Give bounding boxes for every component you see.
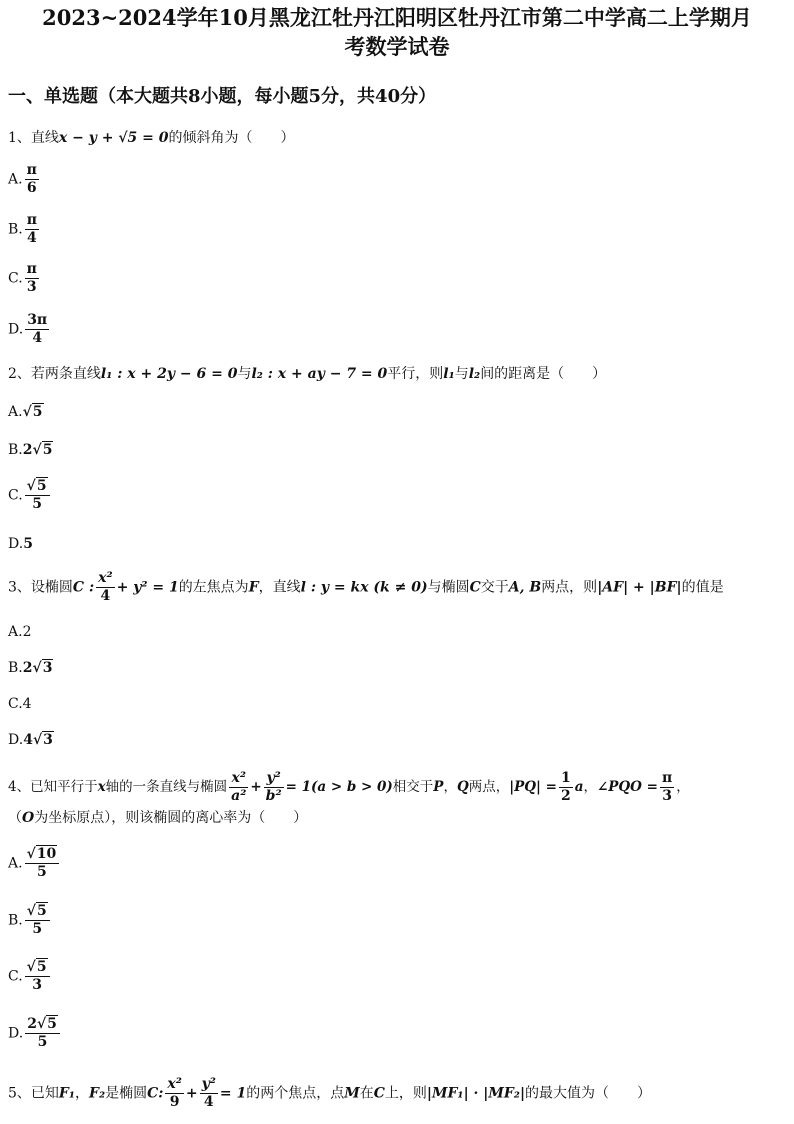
math-expression: = 1(a > b > 0) [285, 779, 393, 795]
fraction [264, 770, 284, 805]
question-text: 两点， [468, 779, 510, 795]
denominator: 4 [27, 230, 37, 246]
option-label: A. [8, 404, 23, 420]
question-text: 的左焦点为 [178, 579, 249, 596]
question-text: 在 [359, 1085, 374, 1102]
exam-title-line1: 2023~2024学年10月黑龙江牡丹江阳明区牡丹江市第二中学高二上学期月 [42, 5, 752, 30]
math-expression: l₁ : x + 2y − 6 = 0 [100, 366, 238, 382]
q1-option-c [8, 261, 41, 296]
math-expression: F₁ [58, 1085, 75, 1102]
numerator: π [26, 212, 37, 228]
math-expression: + [185, 1085, 198, 1102]
fraction [96, 570, 114, 605]
q3-option-b [8, 658, 53, 678]
q1-option-a [8, 162, 41, 197]
question-text: 已知平行于 [30, 779, 98, 795]
sqrt: √3 [32, 660, 53, 676]
denominator: 3 [662, 788, 672, 804]
numerator: x² [98, 570, 113, 586]
numerator [25, 959, 50, 977]
option-value: 5 [23, 536, 33, 552]
denominator: 9 [169, 1094, 180, 1110]
math-expression: C [373, 1085, 385, 1102]
question-text: 平行，则 [387, 366, 444, 382]
question-3 [8, 570, 724, 605]
option-label: C. [8, 487, 23, 504]
question-5 [8, 1076, 651, 1111]
numerator: x² [229, 770, 248, 788]
question-text: 直线 [30, 130, 59, 146]
denominator: 3 [26, 279, 37, 295]
question-4-line2 [8, 808, 307, 828]
question-text: ， [75, 1085, 89, 1102]
radicand: 5 [36, 959, 47, 975]
option-label: A. [8, 171, 23, 188]
radicand: 10 [36, 846, 57, 862]
fraction [229, 770, 248, 805]
radicand: 5 [32, 404, 43, 420]
math-expression: O [22, 810, 35, 826]
q2-option-d [8, 534, 33, 554]
radicand: 5 [36, 478, 47, 494]
q4-option-b [8, 903, 52, 938]
fraction [559, 770, 573, 805]
radicand: 5 [36, 903, 47, 919]
numerator: 1 [560, 770, 571, 786]
q4-option-d [8, 1016, 62, 1051]
radicand: 5 [42, 442, 53, 458]
option-label: A. [8, 855, 23, 872]
q3-option-c [8, 694, 32, 714]
fraction [25, 903, 50, 938]
numerator [25, 478, 50, 496]
option-label: B. [8, 660, 23, 676]
option-value: 2 [22, 624, 32, 640]
question-2 [8, 364, 606, 384]
question-text: 间的距离是（ ） [480, 366, 607, 382]
question-text: 已知 [30, 1085, 59, 1102]
question-number: 4、 [8, 779, 31, 795]
q3-option-a [8, 622, 31, 642]
option-value: 4 [22, 696, 32, 712]
question-text: 是椭圆 [105, 1085, 148, 1102]
option-label: B. [8, 912, 23, 929]
fraction [660, 770, 674, 805]
fraction [25, 212, 39, 247]
question-text: ， [583, 779, 597, 795]
question-text: 与椭圆 [427, 579, 470, 596]
radicand: 3 [42, 660, 53, 676]
math-expression: a [574, 779, 584, 795]
option-label: D. [8, 1025, 24, 1042]
math-expression: l : y = kx (k ≠ 0) [300, 579, 428, 596]
math-expression: C [469, 579, 481, 596]
math-expression: A, B [508, 579, 542, 596]
coefficient: 4 [23, 732, 33, 748]
coefficient: 2 [22, 442, 33, 458]
sqrt: √5 [26, 959, 47, 975]
math-expression: l₂ : x + ay − 7 = 0 [251, 366, 388, 382]
denominator: 5 [37, 1034, 48, 1050]
numerator [25, 846, 60, 864]
option-label: D. [8, 321, 24, 338]
coefficient: 2 [22, 660, 33, 676]
exam-title-line2: 考数学试卷 [344, 34, 450, 59]
option-label: B. [8, 442, 23, 458]
numerator: π [26, 162, 37, 178]
denominator: 5 [32, 496, 43, 512]
option-label: B. [8, 221, 23, 238]
question-number: 1、 [8, 130, 31, 146]
sqrt: √5 [36, 1016, 57, 1032]
sqrt: √10 [26, 846, 57, 862]
q4-option-c [8, 959, 52, 994]
q2-option-a [8, 402, 44, 422]
denominator: a² [231, 788, 247, 804]
question-number: 3、 [8, 579, 31, 596]
sqrt: √5 [32, 442, 53, 458]
math-expression: l₂ [468, 366, 481, 382]
section-heading: 一、单选题（本大题共8小题，每小题5分，共40分） [8, 86, 437, 107]
numerator [25, 1016, 60, 1034]
denominator: 4 [32, 330, 43, 346]
math-expression: P [433, 779, 444, 795]
q2-option-b [8, 440, 53, 460]
sqrt: √5 [26, 478, 47, 494]
math-expression: l₁ [443, 366, 455, 382]
question-text: 的倾斜角为（ ） [168, 130, 295, 146]
fraction [165, 1076, 183, 1111]
denominator: 4 [100, 588, 111, 604]
q2-option-c [8, 478, 52, 513]
numerator: y² [264, 770, 284, 788]
fraction [25, 312, 49, 347]
denominator: 5 [37, 864, 47, 880]
math-expression: x [97, 779, 106, 795]
option-label: C. [8, 270, 23, 287]
math-expression: |AF| + |BF| [597, 579, 682, 596]
sqrt: √5 [22, 404, 43, 420]
denominator: 4 [203, 1094, 214, 1110]
question-text: 的最大值为（ ） [525, 1085, 652, 1102]
question-text: 交于 [480, 579, 509, 596]
q1-option-d [8, 312, 51, 347]
question-text: 轴的一条直线与椭圆 [105, 779, 228, 795]
math-expression: x − y + √5 = 0 [58, 130, 169, 146]
numerator: 3π [27, 312, 48, 328]
denominator: 3 [32, 977, 43, 993]
math-expression: ∠PQO = [596, 779, 658, 795]
question-number: 5、 [8, 1085, 31, 1102]
question-text: ， [443, 779, 457, 795]
sqrt: √3 [32, 732, 53, 748]
question-text: 上，则 [384, 1085, 427, 1102]
math-expression: + y² = 1 [116, 579, 179, 596]
question-text: 与 [237, 366, 252, 382]
fraction [200, 1076, 218, 1111]
math-expression: F [248, 579, 259, 596]
fraction [25, 1016, 60, 1051]
question-text: 设椭圆 [30, 579, 73, 596]
numerator: π [26, 261, 37, 277]
sqrt: √5 [26, 903, 47, 919]
math-expression: + [250, 779, 262, 795]
question-text: 的两个焦点，点 [246, 1085, 345, 1102]
option-label: C. [8, 696, 23, 712]
numerator: x² [167, 1076, 182, 1092]
math-expression: C: [147, 1085, 164, 1102]
fraction [25, 959, 50, 994]
denominator: 5 [32, 921, 43, 937]
question-text: ，直线 [258, 579, 301, 596]
question-1 [8, 128, 295, 148]
question-text: 与 [454, 366, 469, 382]
denominator: 6 [26, 180, 37, 196]
math-expression: = 1 [219, 1085, 247, 1102]
math-expression: |PQ| = [509, 779, 557, 795]
numerator: π [661, 770, 673, 786]
math-expression: F₂ [89, 1085, 106, 1102]
question-text: 若两条直线 [30, 366, 101, 382]
question-text: 为坐标原点），则该椭圆的离心率为（ ） [34, 810, 308, 826]
math-expression: M [344, 1085, 360, 1102]
radicand: 3 [43, 732, 53, 748]
denominator: 2 [560, 788, 571, 804]
fraction [25, 261, 39, 296]
question-text: ， [676, 779, 690, 795]
option-label: A. [8, 624, 23, 640]
q4-option-a [8, 846, 61, 881]
fraction [25, 846, 60, 881]
q1-option-b [8, 212, 41, 247]
math-expression: |MF₁| · |MF₂| [426, 1085, 526, 1102]
question-text: 相交于 [392, 779, 434, 795]
numerator [25, 903, 50, 921]
numerator: y² [201, 1076, 216, 1092]
option-label: D. [8, 732, 24, 748]
fraction [25, 478, 50, 513]
denominator: b² [265, 788, 282, 804]
radicand: 5 [47, 1016, 57, 1032]
option-label: D. [8, 536, 24, 552]
math-expression: Q [456, 779, 469, 795]
question-text: 的值是 [681, 579, 724, 596]
question-number: 2、 [8, 366, 31, 382]
q3-option-d [8, 730, 54, 750]
question-4-line1 [8, 770, 690, 805]
question-text: （ [8, 810, 22, 826]
math-expression: C : [72, 579, 95, 596]
question-text: 两点，则 [541, 579, 598, 596]
option-label: C. [8, 968, 23, 985]
fraction [25, 162, 39, 197]
coefficient: 2 [27, 1016, 37, 1032]
